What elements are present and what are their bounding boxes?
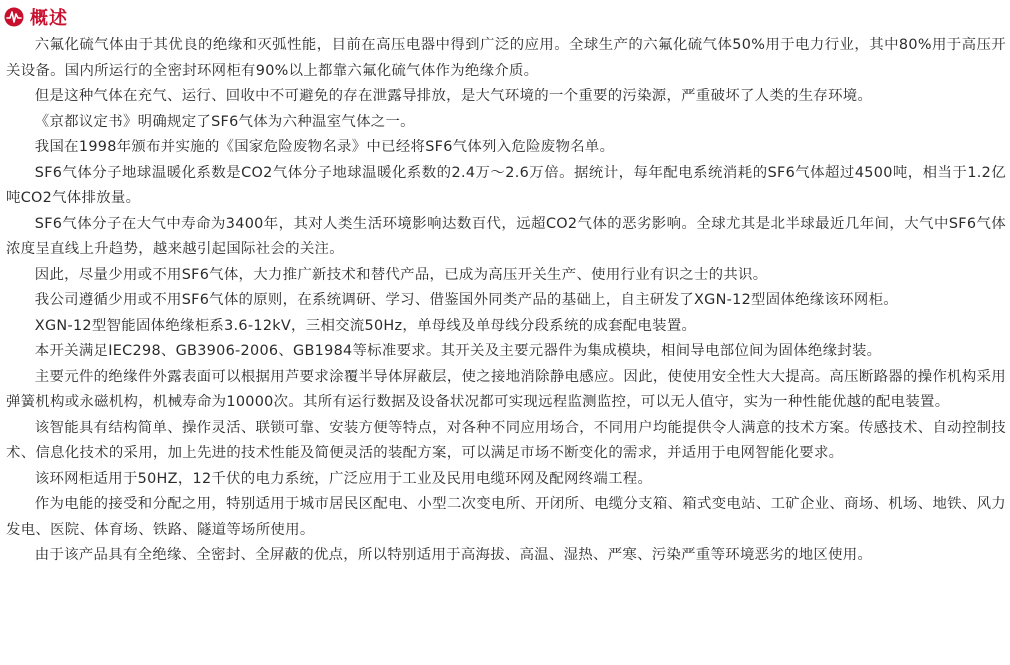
paragraph: 该环网柜适用于50HZ，12千伏的电力系统，广泛应用于工业及民用电缆环网及配网终端工程。: [34, 470, 653, 487]
paragraph: XGN-12型智能固体绝缘柜系3.6-12kV，三相交流50Hz，单母线及单母线分段系统的成套配电装置。: [34, 317, 697, 334]
paragraph: 我国在1998年颁布并实施的《国家危险废物名录》中已经将SF6气体列入危险废物名单。: [34, 139, 615, 155]
paragraph: 作为电能的接受和分配之用，特别适用于城市居民区配电、小型二次变电所、开闭所、电缆分支箱、箱式变电站、工矿企业、商场、机场、地铁、风力发电、医院、体育场、铁路、隧道等场所使用。: [6, 496, 1006, 538]
paragraph: 本开关满足IEC298、GB3906-2006、GB1984等标准要求。其开关及主要元器件为集成模块，相间导电部位间为固体绝缘封装。: [34, 343, 882, 359]
paragraph: SF6气体分子在大气中寿命为3400年，其对人类生活环境影响达数百代，远超CO2气体的恶劣影响。全球尤其是北半球最近几年间，大气中SF6气体浓度呈直线上升趋势，越来越引起国际社会的关注。: [6, 215, 1006, 257]
section-header: [4, 4, 68, 30]
section-title: 概述: [30, 8, 68, 29]
paragraph: 因此，尽量少用或不用SF6气体，大力推广新技术和替代产品，已成为高压开关生产、使用行业有识之士的共识。: [34, 266, 768, 283]
paragraph: 该智能具有结构简单、操作灵活、联锁可靠、安装方便等特点，对各种不同应用场合，不同用户均能提供令人满意的技术方案。传感技术、自动控制技术、信息化技术的采用，加上先进的技术性能及简便灵活的装配方案，可以满足市场不断变化的需求，并适用于电网智能化要求。: [6, 419, 1006, 461]
paragraph: 六氟化硫气体由于其优良的绝缘和灭弧性能，目前在高压电器中得到广泛的应用。全球生产的六氟化硫气体50%用于电力行业，其中80%用于高压开关设备。国内所运行的全密封环网柜有90%以上都靠六氟化硫气体作为绝缘介质。: [6, 37, 1006, 79]
paragraph: 但是这种气体在充气、运行、回收中不可避免的存在泄露导排放，是大气环境的一个重要的污染源，严重破坏了人类的生存环境。: [34, 88, 873, 104]
paragraph: 我公司遵循少用或不用SF6气体的原则，在系统调研、学习、借鉴国外同类产品的基础上，自主研发了XGN-12型固体绝缘该环网柜。: [34, 292, 898, 308]
paragraph: SF6气体分子地球温暖化系数是CO2气体分子地球温暖化系数的2.4万～2.6万倍。据统计，每年配电系统消耗的SF6气体超过4500吨，相当于1.2亿吨CO2气体排放量。: [6, 164, 1006, 206]
paragraph: 《京都议定书》明确规定了SF6气体为六种温室气体之一。: [34, 113, 415, 130]
overview-body: [6, 33, 1006, 569]
paragraph: 主要元件的绝缘件外露表面可以根据用芦要求涂覆半导体屏蔽层，使之接地消除静电感应。因此，使使用安全性大大提高。高压断路器的操作机构采用弹簧机构或永磁机构，机械寿命为10000次。其所有运行数据及设备状况都可实现远程监测监控，可以无人值守，实为一种性能优越的配电装置。: [6, 368, 1006, 410]
paragraph: 由于该产品具有全绝缘、全密封、全屏蔽的优点，所以特别适用于高海拔、高温、湿热、严寒、污染严重等环境恶劣的地区使用。: [34, 547, 873, 563]
waveform-icon: [4, 7, 24, 27]
